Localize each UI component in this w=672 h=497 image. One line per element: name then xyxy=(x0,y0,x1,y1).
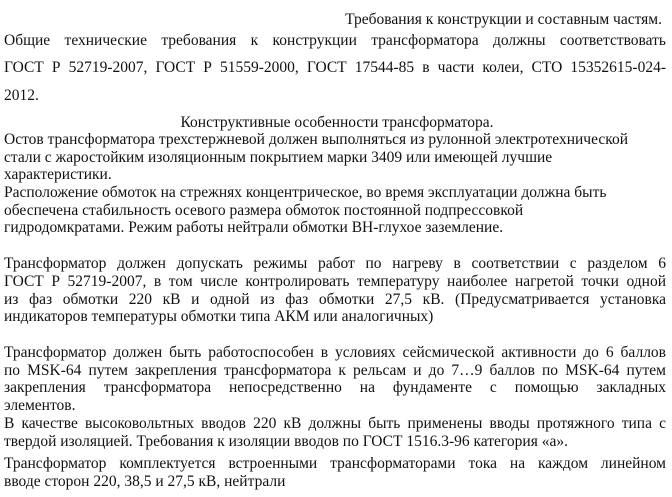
paragraph-heating-line-2: ГОСТ Р 52719-2007, в том числе контролировать температуру наиболее нагретой точки одной xyxy=(4,273,666,290)
paragraph-seismic-line-3: закрепления трансформатора непосредственно на фундаменте с помощью закладных xyxy=(4,379,666,396)
section-heading: Требования к конструкции и составным частям. xyxy=(345,11,662,28)
paragraph-current-transformers-line-1: Трансформатор комплектуется встроенными трансформаторами тока на каждом линейном xyxy=(4,455,666,472)
paragraph-windings-line-3: гидродомкратами. Режим работы нейтрали обмотки ВН-глухое заземление. xyxy=(4,219,504,236)
paragraph-general-line-2: ГОСТ Р 52719-2007, ГОСТ Р 51559-2000, ГОСТ 17544-85 в части колеи, СТО 15352615-024- xyxy=(4,59,666,76)
paragraph-core-line-3: характеристики. xyxy=(4,166,112,183)
paragraph-core-line-2: стали с жаростойким изоляционным покрытием марки 3409 или имеющей лучшие xyxy=(4,149,553,166)
paragraph-general-line-1: Общие технические требования к конструкции трансформатора должны соответствовать xyxy=(4,32,666,49)
paragraph-seismic-line-2: по MSK-64 путем закрепления трансформатора к рельсам и до 7…9 баллов по MSK-64 путем xyxy=(4,362,666,379)
paragraph-windings-line-1: Расположение обмоток на стрежнях концентрическое, во время эксплуатации должна быть xyxy=(4,184,607,201)
paragraph-seismic-line-1: Трансформатор должен быть работоспособен в условиях сейсмической активности до 6 баллов xyxy=(4,344,666,361)
paragraph-bushings-line-1: В качестве высоковольтных вводов 220 кВ должны быть применены вводы протяжного типа с xyxy=(4,415,666,432)
paragraph-bushings-line-2: твердой изоляцией. Требования к изоляции вводов по ГОСТ 1516.3-96 категория «а». xyxy=(4,433,568,450)
subheading: Конструктивные особенности трансформатора. xyxy=(180,114,494,131)
paragraph-heating-line-4: индикаторов температуры обмотки типа АКМ или аналогичных) xyxy=(4,308,434,325)
paragraph-general-line-3: 2012. xyxy=(4,87,39,104)
paragraph-core-line-1: Остов трансформатора трехстержневой должен выполняться из рулонной электротехнической xyxy=(4,131,629,148)
paragraph-heating-line-3: из фаз обмотки 220 кВ и одной из фаз обмотки 27,5 кВ. (Предусматривается установка xyxy=(4,291,666,308)
paragraph-windings-line-2: обеспечена стабильность осевого размера обмоток постоянной подпрессовкой xyxy=(4,202,524,219)
paragraph-seismic-line-4: элементов. xyxy=(4,397,76,414)
paragraph-heating-line-1: Трансформатор должен допускать режимы работ по нагреву в соответствии с разделом 6 xyxy=(4,255,666,272)
paragraph-current-transformers-line-2: вводе сторон 220, 38,5 и 27,5 кВ, нейтрали xyxy=(4,473,286,490)
